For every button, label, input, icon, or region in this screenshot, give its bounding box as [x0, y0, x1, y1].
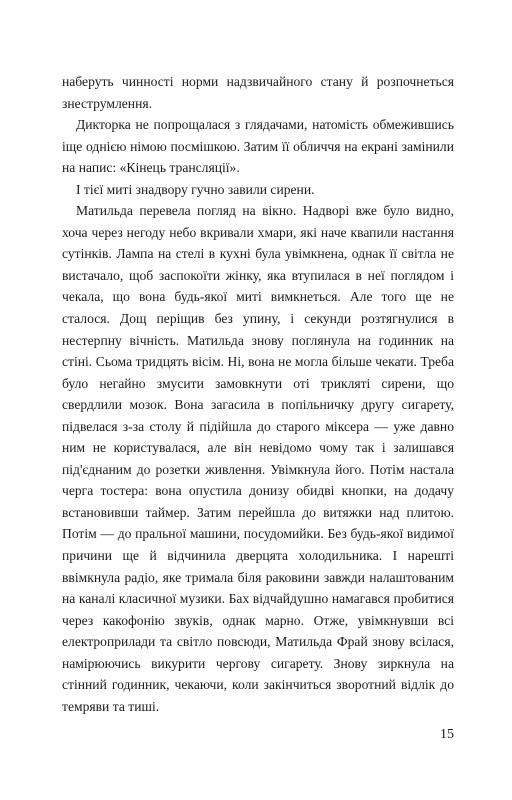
paragraph-sirens: І тієї миті знадвору гучно завили сирени. — [76, 181, 315, 197]
paragraph-matilda: Матильда перевела погляд на вікно. Надворі вже було видно, хоча через негоду небо вкривали хмари, які наче квапили настання сутінків. Лампа на стелі в кухні була увімкнена, однак її світла не вистачало, щоб заспокоїти жінку, яка втупилася в неї поглядом і чекала, що вона будь-якої миті вимкнеться. Але того ще не сталося. Дощ періщив без упину, і секунди розтягнулися в нестерпну вічність. Матильда знову поглянула на годинник на стіні. Сьома тридцять вісім. Ні, вона не могла більше чекати. Треба було негайно змусити замовкнути оті триклятi сирени, що свердлили мозок. Вона загасила в попільничку другу сигарету, підвелася з-за столу й підійшла до старого міксера — уже давно ним не користувалася, але він невідомо чому так і залишався під'єднаним до розетки живлення. Увімкнула його. Потім настала черга тостера: вона опустила донизу обидві кнопки, на додачу встановивши таймер. Затим перейшла до витяжки над плитою. Потім — до пральної машини, посудомийки. Без будь-якої видимої причини ще й відчинила дверцята холодильника. І нарешті ввімкнула радіо, яке тримала біля раковини завжди налаштованим на каналі класичної музики. Бах відчайдушно намагався пробитися через какофонію звуків, однак марно. Отже, увімкнувши всі електроприлади та світло повсюди, Матильда Фрай знову всілася, намірюючись викурити чергову сигарету. Знову зиркнула на стінний годинник, чекаючи, коли закінчиться зворотний відлік до темряви та тиші. — [62, 203, 454, 714]
paragraph-continued: наберуть чинності норми надзвичайного стану й розпочнеться знеструмлення. — [62, 74, 454, 111]
paragraph-announcer: Дикторка не попрощалася з глядачами, натомість обмежившись іще однією німою посмішкою. Затим її обличчя на екрані замінили на напис: «Кінець трансляції». — [62, 117, 454, 176]
body-text — [62, 71, 454, 717]
page-number: 15 — [440, 727, 454, 742]
